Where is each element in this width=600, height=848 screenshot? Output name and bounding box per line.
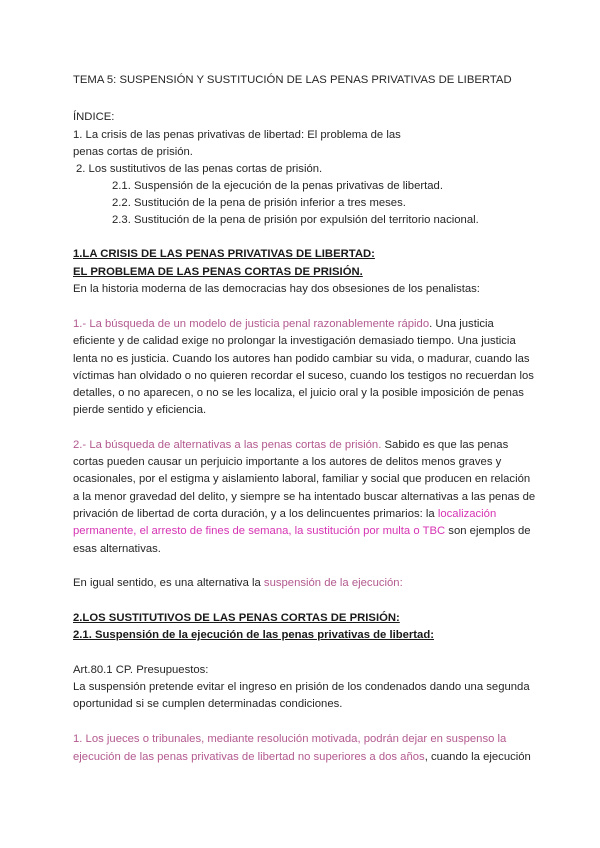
- paragraph-line: 2.- La búsqueda de alternativas a las penas cortas de prisión. Sabido es que las penas: [73, 439, 509, 451]
- paragraph-line: privación de libertad de corta duración, y a los delincuentes primarios: la localización: [73, 508, 497, 520]
- paragraph-line: cortas pueden causar un perjuicio importante a los autores de delitos menos graves y: [73, 456, 502, 468]
- paragraph-line: lenta no es justicia. Cuando los autores han podido cambiar su vida, o madurar, cuando las: [73, 353, 530, 365]
- section2-subheading: 2.1. Suspensión de la ejecución de las penas privativas de libertad:: [73, 629, 435, 641]
- highlight-text: suspensión de la ejecución:: [263, 577, 403, 589]
- paragraph-line: oportunidad si se cumplen determinadas condiciones.: [73, 698, 343, 710]
- paragraph-line: ejecución de las penas privativas de libertad no superiores a dos años, cuando la ejecución: [73, 751, 531, 763]
- article-reference: Art.80.1 CP. Presupuestos:: [73, 664, 209, 676]
- paragraph-line: pierde sentido y eficiencia.: [73, 404, 207, 416]
- paragraph-line: ocasionales, por el estigma y aislamiento laboral, familiar y social que producen en relación: [73, 473, 531, 485]
- paragraph-line: víctimas han olvidado o no quieren recordar el suceso, cuando los testigos no recuerdan los: [73, 370, 534, 382]
- section1-intro: En la historia moderna de las democracias hay dos obsesiones de los penalistas:: [73, 283, 480, 295]
- index-item-2: 2. Los sustitutivos de las penas cortas de prisión.: [76, 163, 323, 175]
- highlight-text: 2.- La búsqueda de alternativas a las penas cortas de prisión.: [73, 439, 382, 451]
- index-item-1: 1. La crisis de las penas privativas de libertad: El problema de las: [73, 129, 401, 141]
- highlight-text: permanente, el arresto de fines de semana, la sustitución por multa o TBC: [73, 525, 446, 537]
- index-subitem-2-2: 2.2. Sustitución de la pena de prisión inferior a tres meses.: [112, 197, 406, 209]
- index-subitem-2-1: 2.1. Suspensión de la ejecución de la penas privativas de libertad.: [112, 180, 443, 192]
- index-item-1-cont: penas cortas de prisión.: [73, 146, 193, 158]
- paragraph-line: detalles, o no aparecen, o no se les localiza, el juicio oral y la posible imposición de penas: [73, 387, 524, 399]
- paragraph-line: esas alternativas.: [73, 543, 161, 555]
- highlight-text: 1.- La búsqueda de un modelo de justicia penal razonablemente rápido: [73, 318, 430, 330]
- paragraph-line: a la menor gravedad del delito, y siempre se ha intentado buscar alternativas a las penas de: [73, 491, 536, 503]
- index-subitem-2-3: 2.3. Sustitución de la pena de prisión por expulsión del territorio nacional.: [112, 214, 479, 226]
- paragraph-line: eficiente y de calidad exige no prolongar la investigación demasiado tiempo. Una justicia: [73, 335, 516, 347]
- section1-heading: 1.LA CRISIS DE LAS PENAS PRIVATIVAS DE LIBERTAD:: [73, 248, 375, 260]
- index-heading: ÍNDICE:: [73, 111, 115, 123]
- document-title: TEMA 5: SUSPENSIÓN Y SUSTITUCIÓN DE LAS PENAS PRIVATIVAS DE LIBERTAD: [73, 74, 512, 86]
- highlight-text: ejecución de las penas privativas de libertad no superiores a dos años: [73, 751, 425, 763]
- paragraph-line: permanente, el arresto de fines de semana, la sustitución por multa o TBC son ejemplos de: [73, 525, 531, 537]
- highlight-text: localización: [437, 508, 497, 520]
- section2-heading: 2.LOS SUSTITUTIVOS DE LAS PENAS CORTAS DE PRISIÓN:: [73, 612, 400, 624]
- paragraph-line: En igual sentido, es una alternativa la suspensión de la ejecución:: [73, 577, 403, 589]
- paragraph-line: 1. Los jueces o tribunales, mediante resolución motivada, podrán dejar en suspenso la: [73, 733, 507, 745]
- paragraph-line: La suspensión pretende evitar el ingreso en prisión de los condenados dando una segunda: [73, 681, 530, 693]
- section1-subheading: EL PROBLEMA DE LAS PENAS CORTAS DE PRISIÓN.: [73, 266, 363, 278]
- paragraph-line: 1.- La búsqueda de un modelo de justicia penal razonablemente rápido. Una justicia: [73, 318, 494, 330]
